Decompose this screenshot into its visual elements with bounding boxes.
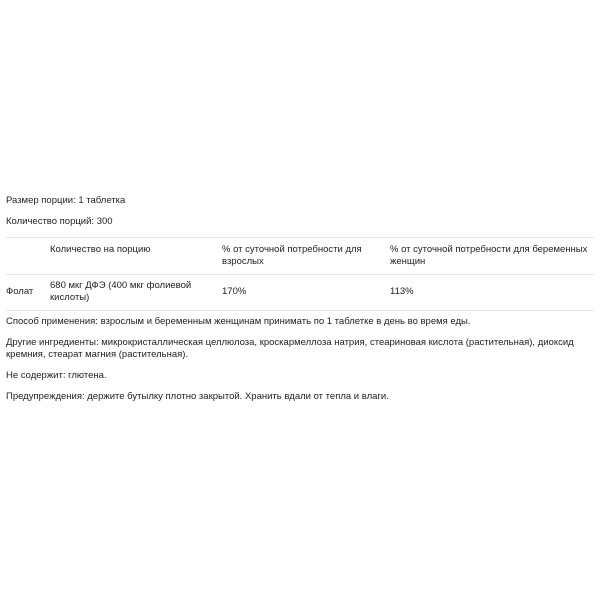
other-ingredients-text: Другие ингредиенты: микрокристаллическая целлюлоза, кроскармеллоза натрия, стеариновая кислота (растительная), диоксид кремния, стеарат магния (растительная).	[6, 337, 574, 360]
nutrient-amount: 680 мкг ДФЭ (400 мкг фолиевой кислоты)	[50, 275, 222, 311]
table-row	[6, 275, 594, 311]
supplement-facts	[6, 0, 594, 600]
table-header-pregnant: % от суточной потребности для беременных женщин	[390, 238, 594, 275]
table-header-adults: % от суточной потребности для взрослых	[222, 238, 390, 275]
table-header-empty	[6, 238, 50, 275]
warnings-text: Предупреждения: держите бутылку плотно закрытой. Хранить вдали от тепла и влаги.	[6, 391, 389, 402]
free-of-text: Не содержит: глютена.	[6, 370, 107, 381]
nutrition-table	[6, 237, 594, 311]
nutrient-name: Фолат	[6, 275, 50, 311]
nutrient-pregnant-dv: 113%	[390, 275, 594, 311]
nutrient-adults-dv: 170%	[222, 275, 390, 311]
serving-size: Размер порции: 1 таблетка	[6, 195, 126, 206]
table-header-amount: Количество на порцию	[50, 238, 222, 275]
servings-count: Количество порций: 300	[6, 216, 113, 227]
usage-text: Способ применения: взрослым и беременным женщинам принимать по 1 таблетке в день во время еды.	[6, 316, 471, 327]
table-header-row	[6, 238, 594, 275]
